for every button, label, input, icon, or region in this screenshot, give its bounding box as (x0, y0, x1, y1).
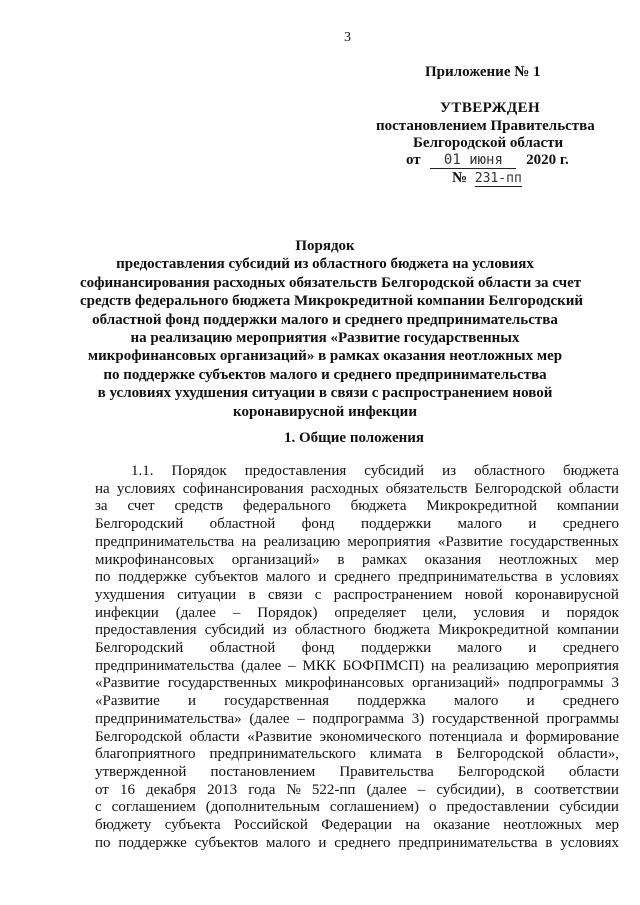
body-word: и (528, 516, 537, 533)
appendix-label: Приложение № 1 (425, 64, 541, 80)
body-word: счет (127, 498, 155, 515)
body-line (95, 622, 619, 640)
body-word: и (187, 693, 196, 710)
body-word: на (405, 817, 421, 834)
body-word: предоставления (95, 622, 197, 639)
body-word: Белгородской (457, 763, 545, 780)
body-word: предпринимательства» (95, 710, 242, 727)
body-word: из (272, 622, 287, 639)
body-word: 3) (411, 710, 425, 727)
body-word: бюджета (350, 498, 407, 515)
title-line: коронавирусной инфекции (233, 403, 417, 420)
body-line (95, 764, 619, 782)
body-word: Федерации (321, 817, 393, 834)
body-word: предпринимательства (398, 569, 538, 586)
body-word: бюджета (373, 622, 430, 639)
body-word: и (318, 834, 327, 851)
body-word: в (337, 551, 345, 568)
body-word: и (528, 640, 537, 657)
body-word: оказания (424, 551, 482, 568)
region-label: Белгородской области (413, 135, 564, 151)
body-word: «Развитие (95, 675, 160, 692)
date-year: 2020 г. (526, 152, 569, 168)
body-word: бюджету (95, 817, 152, 834)
body-word: рамках (362, 551, 407, 568)
title-line: на реализацию мероприятия «Развитие государственных (130, 330, 520, 347)
body-word: (дополнительным (205, 799, 320, 816)
body-word: 2013 (207, 781, 238, 798)
title-line: предоставления субсидий из областного бюджета на условиях (116, 256, 534, 273)
body-word: субъекта (164, 817, 221, 834)
body-word: – (232, 604, 241, 621)
body-word: компании (557, 622, 619, 639)
body-line (95, 552, 619, 570)
body-word: соответствии (534, 781, 619, 798)
body-word: Белгородский (95, 640, 184, 657)
title-line: софинансирования расходных обязательств Белгородской области за счет (80, 274, 582, 291)
body-word: мероприятия (347, 533, 431, 550)
body-word: декабря (146, 781, 197, 798)
approved-label: УТВЕРЖДЕН (440, 100, 541, 116)
body-line (95, 498, 619, 516)
body-word: условиях (116, 480, 176, 497)
body-line (95, 693, 619, 711)
body-word: мероприятия (535, 657, 619, 674)
body-word: (далее (241, 657, 282, 674)
handwritten-date: 01 июня (430, 152, 516, 169)
body-word: среднего (562, 640, 619, 657)
body-word: о (429, 799, 437, 816)
body-word: поддержке (118, 834, 187, 851)
body-word: областной (209, 640, 276, 657)
body-word: БОФПМСП) (342, 657, 425, 674)
body-word: в (248, 586, 256, 603)
body-word: Микрокредитной (426, 498, 538, 515)
body-word: Белгородской (474, 480, 562, 497)
body-word: условия (473, 604, 525, 621)
body-word: поддержка (357, 693, 426, 710)
body-word: государственная (224, 693, 330, 710)
body-word: года (248, 781, 276, 798)
body-word: организаций» (412, 675, 501, 692)
body-line (95, 817, 619, 835)
body-line (95, 587, 619, 605)
body-word: расходных (310, 480, 379, 497)
body-line (95, 481, 619, 499)
body-word: малого (453, 693, 499, 710)
body-word: фонд (301, 516, 335, 533)
section-heading: 1. Общие положения (283, 430, 425, 446)
body-word: поддержки (360, 516, 432, 533)
body-word: Микрокредитной (438, 622, 549, 639)
body-word: распространением (333, 586, 453, 603)
body-line (95, 569, 619, 587)
body-word: среднего (334, 569, 391, 586)
body-word: Российской (233, 817, 308, 834)
body-word: предпринимательства (398, 834, 538, 851)
body-word: и (318, 569, 327, 586)
body-line (95, 835, 619, 853)
body-word: на (241, 533, 257, 550)
body-word: коронавирусной (515, 586, 619, 603)
body-word: Порядок) (257, 604, 318, 621)
title-line: Порядок (295, 238, 355, 254)
body-word: (далее (249, 710, 290, 727)
body-word: субсидий (364, 463, 425, 479)
body-word: 16 (119, 781, 135, 798)
body-word: предоставления (244, 463, 347, 479)
body-word: среднего (334, 834, 391, 851)
body-word: средств (174, 498, 223, 515)
body-word: климата (369, 746, 422, 763)
body-word: субъектов (194, 834, 259, 851)
body-word: федерального (242, 498, 331, 515)
title-line: по поддержке субъектов малого и среднего предпринимательства (103, 366, 547, 383)
body-word: на (95, 480, 110, 497)
body-word: предпринимательства (95, 533, 235, 550)
body-word: утвержденной (95, 763, 187, 780)
body-line (95, 605, 619, 623)
body-word: фонд (301, 640, 335, 657)
body-word: области (568, 480, 619, 497)
body-word: – (288, 657, 296, 674)
body-word: неотложных (503, 817, 583, 834)
body-word: по (95, 569, 111, 586)
body-word: Белгородский (95, 516, 184, 533)
body-word: неотложных (498, 551, 578, 568)
body-line (95, 534, 619, 552)
body-word: субсидий (204, 622, 265, 639)
body-word: «Развитие (95, 693, 160, 710)
body-word: подпрограммы (508, 675, 604, 692)
document-title (80, 237, 584, 421)
body-word: условиях (560, 834, 619, 851)
body-word: (далее (175, 604, 216, 621)
body-word: предоставлении (446, 799, 550, 816)
body-word: благоприятного (95, 746, 196, 763)
body-word: субсидии), (436, 781, 505, 798)
body-word: за (95, 498, 108, 515)
body-line (95, 675, 619, 693)
body-line (95, 516, 619, 534)
body-word: ухудшения (95, 586, 165, 603)
body-word: оказание (433, 817, 490, 834)
body-word: малого (266, 834, 311, 851)
body-word: с (314, 586, 322, 603)
body-word: поддержки (360, 640, 432, 657)
body-word: МКК (302, 657, 336, 674)
body-word: среднего (562, 516, 619, 533)
number-prefix: № (452, 170, 468, 186)
body-word: по (95, 834, 111, 851)
body-word: малого (457, 640, 502, 657)
body-word: цели, (422, 604, 457, 621)
body-word: малого (266, 569, 311, 586)
body-word: области (568, 763, 619, 780)
body-word: соглашением) (329, 799, 420, 816)
body-word: микрофинансовых (95, 551, 215, 568)
title-line: средств федерального бюджета Микрокредитной компании Белгородский (80, 293, 584, 310)
handwritten-number: 231-пп (474, 171, 522, 186)
decree-number-line (452, 170, 522, 187)
body-word: на (430, 657, 446, 674)
body-word: областной (209, 516, 276, 533)
body-word: государственных (509, 533, 619, 550)
body-word: и (526, 693, 535, 710)
decree-label: постановлением Правительства (376, 118, 595, 134)
body-line (95, 799, 619, 817)
body-word: реализацию (263, 533, 341, 550)
body-word: 3 (611, 675, 619, 692)
body-word: среднего (562, 693, 619, 710)
body-word: и (510, 728, 519, 745)
body-line (95, 782, 619, 800)
body-word: областного (474, 463, 545, 479)
body-word: «Развитие (247, 728, 313, 745)
body-word: формирование (525, 728, 619, 745)
body-word: субъектов (194, 569, 259, 586)
body-word: организаций» (231, 551, 320, 568)
body-text (95, 463, 619, 852)
body-word: предпринимательского (209, 746, 356, 763)
body-line (95, 463, 619, 481)
body-word: Правительства (339, 763, 434, 780)
body-word: мер (595, 817, 619, 834)
title-line: микрофинансовых организаций» в рамках оказания неотложных мер (87, 348, 563, 365)
body-word: областного (294, 622, 366, 639)
body-word: ситуации (177, 586, 237, 603)
page-number: 3 (344, 30, 351, 45)
decree-date-line (406, 152, 569, 169)
body-word: от (95, 781, 109, 798)
body-word: Белгородской (456, 746, 544, 763)
body-word: в (435, 746, 443, 763)
body-word: предпринимательства (95, 657, 235, 674)
body-word: подпрограмма (312, 710, 405, 727)
body-word: микрофинансовых (284, 675, 405, 692)
body-word: в (515, 781, 524, 798)
body-word: из (442, 463, 457, 479)
body-word: области (189, 728, 240, 745)
body-word: программы (546, 710, 619, 727)
body-word: государственной (431, 710, 539, 727)
body-word: области», (557, 746, 619, 763)
body-word: малого (457, 516, 502, 533)
body-line (95, 729, 619, 747)
body-word: государственных (167, 675, 277, 692)
title-line: в условиях ухудшения ситуации в связи с распространением новой (97, 385, 553, 402)
body-line (95, 711, 619, 729)
body-word: постановлением (210, 763, 316, 780)
body-word: поддержке (118, 569, 187, 586)
body-word: мер (595, 551, 619, 568)
body-word: обязательств (385, 480, 468, 497)
title-line: областной фонд поддержки малого и среднего предпринимательства (92, 311, 558, 328)
body-word: – (297, 710, 305, 727)
body-word: в (545, 569, 553, 586)
body-word: определяет (334, 604, 406, 621)
body-word: в (545, 834, 553, 851)
body-word: Белгородской (95, 728, 182, 745)
body-word: и (541, 604, 550, 621)
body-line (95, 746, 619, 764)
body-word: Порядок (171, 463, 227, 479)
body-word: бюджета (563, 463, 619, 479)
body-word: «Развитие (437, 533, 503, 550)
body-word: (далее (366, 781, 407, 798)
body-word: порядок (566, 604, 619, 621)
body-word: условиях (560, 569, 619, 586)
body-line (95, 658, 619, 676)
body-word: № (286, 781, 301, 798)
body-word: потенциала (428, 728, 503, 745)
body-word: 522-пп (311, 781, 356, 798)
body-word: субсидии (559, 799, 619, 816)
body-word: экономического (319, 728, 422, 745)
body-word: инфекции (95, 604, 159, 621)
body-word: софинансирования (182, 480, 304, 497)
body-word: – (417, 781, 426, 798)
body-word: соглашением (111, 799, 196, 816)
body-word: с (95, 799, 102, 816)
body-word: реализацию (452, 657, 529, 674)
body-word: связи (267, 586, 303, 603)
date-prefix: от (406, 152, 421, 168)
body-word: новой (464, 586, 503, 603)
body-line (95, 640, 619, 658)
body-word: 1.1. (131, 463, 154, 479)
body-word: компании (556, 498, 619, 515)
